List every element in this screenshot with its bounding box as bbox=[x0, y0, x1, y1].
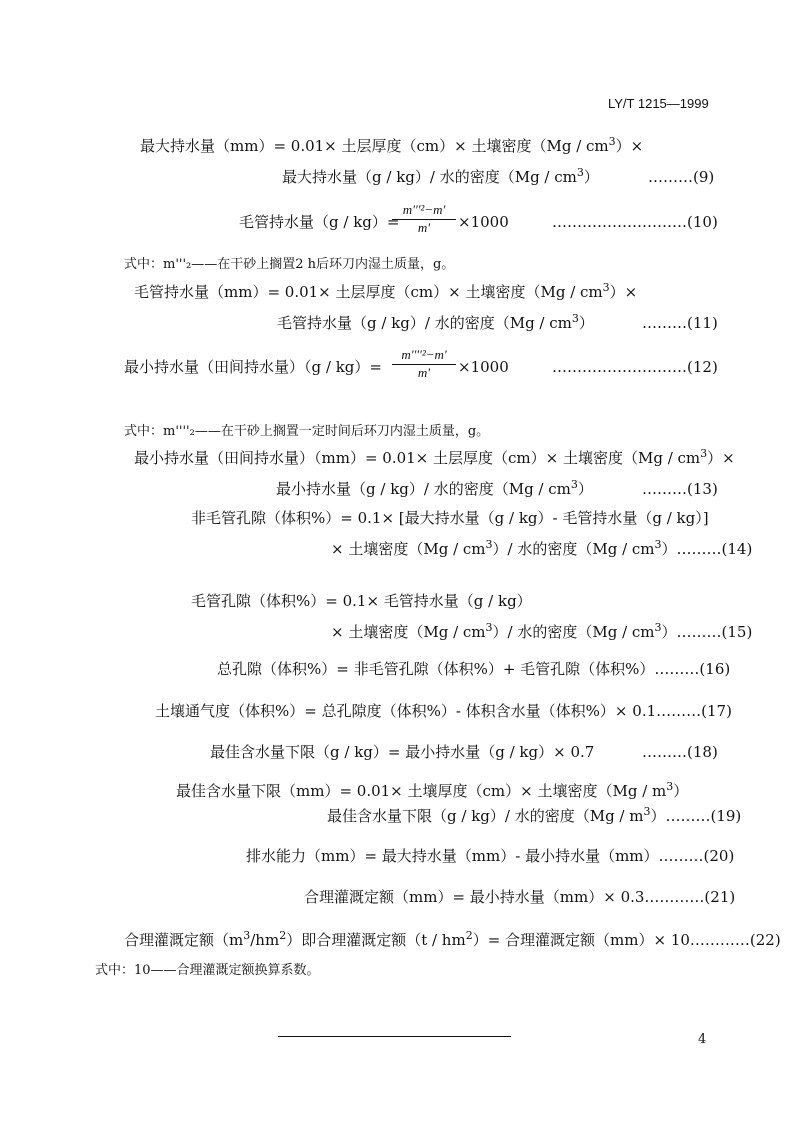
equation-9-text: 最大持水量（mm）= 0.01× 土层厚度（cm）× 土壤密度（Mg / cm bbox=[140, 137, 609, 155]
equation-12-right: ×1000 bbox=[458, 358, 509, 376]
equation-13-number: ………(13) bbox=[642, 480, 718, 498]
equation-13-line-1 bbox=[134, 449, 735, 469]
equation-10-left: 毛管持水量（g / kg）= bbox=[239, 213, 400, 231]
equation-9-text: ）× bbox=[615, 137, 644, 155]
standard-code: LY/T 1215—1999 bbox=[608, 96, 709, 111]
equation-19-line-2 bbox=[327, 807, 741, 827]
equation-18: 最佳含水量下限（g / kg）= 最小持水量（g / kg）× 0.7 bbox=[210, 743, 595, 761]
equation-14-line-2 bbox=[331, 540, 752, 560]
superscript: 3 bbox=[602, 281, 610, 294]
footer-rule bbox=[278, 1036, 511, 1037]
equation-12-note: 式中：m''''₂——在干砂上搁置一定时间后环刀内湿土质量，g。 bbox=[124, 424, 490, 439]
equation-15-text: × 土壤密度（Mg / cm bbox=[331, 623, 486, 641]
equation-11-text: ） bbox=[578, 314, 594, 332]
equation-22 bbox=[124, 931, 781, 951]
equation-22-note: 式中：10——合理灌溉定额换算系数。 bbox=[95, 963, 320, 978]
equation-9-number: ………(9) bbox=[648, 168, 715, 186]
equation-11-number: ………(11) bbox=[642, 314, 718, 332]
equation-19-text: ） bbox=[673, 782, 689, 800]
superscript: 2 bbox=[279, 929, 287, 942]
equation-10-fraction bbox=[392, 202, 456, 236]
equation-11-text: ）× bbox=[609, 283, 638, 301]
equation-13-text: 最小持水量（田间持水量）（mm）= 0.01× 土层厚度（cm）× 土壤密度（Mg / cm bbox=[134, 449, 701, 467]
superscript: 3 bbox=[654, 538, 662, 551]
superscript: 3 bbox=[666, 780, 674, 793]
equation-22-text: 合理灌溉定额（m bbox=[124, 931, 244, 949]
superscript: 3 bbox=[700, 447, 708, 460]
fraction-numerator: m''''²−m' bbox=[392, 347, 456, 365]
superscript: 3 bbox=[570, 478, 578, 491]
equation-11-text: 毛管持水量（mm）= 0.01× 土层厚度（cm）× 土壤密度（Mg / cm bbox=[134, 283, 603, 301]
equation-15-line-1: 毛管孔隙（体积%）= 0.1× 毛管持水量（g / kg） bbox=[191, 592, 532, 610]
superscript: 3 bbox=[576, 166, 584, 179]
equation-22-text: /hm bbox=[250, 931, 280, 949]
equation-12-number: ………………………(12) bbox=[552, 358, 718, 376]
equation-14-text: × 土壤密度（Mg / cm bbox=[331, 540, 486, 558]
equation-11-line-2 bbox=[277, 314, 594, 334]
equation-22-text: ）即合理灌溉定额（t / hm bbox=[286, 931, 466, 949]
equation-13-text: ） bbox=[577, 480, 593, 498]
superscript: 3 bbox=[485, 538, 493, 551]
equation-19-text: 最佳含水量下限（g / kg）/ 水的密度（Mg / m bbox=[327, 807, 644, 825]
fraction-denominator: m' bbox=[417, 365, 431, 380]
equation-19-text: ）………(19) bbox=[650, 807, 742, 825]
page-number: 4 bbox=[698, 1032, 707, 1047]
equation-21: 合理灌溉定额（mm）= 最小持水量（mm）× 0.3…………(21) bbox=[304, 888, 736, 906]
equation-10-right: ×1000 bbox=[458, 213, 509, 231]
equation-18-number: ………(18) bbox=[642, 743, 718, 761]
equation-14-line-1: 非毛管孔隙（体积%）= 0.1× [最大持水量（g / kg）- 毛管持水量（g / kg）] bbox=[191, 509, 709, 527]
superscript: 3 bbox=[485, 621, 493, 634]
equation-15-line-2 bbox=[331, 623, 752, 643]
equation-10-number: ………………………(10) bbox=[552, 213, 718, 231]
equation-9-text: 最大持水量（g / kg）/ 水的密度（Mg / cm bbox=[282, 168, 577, 186]
equation-13-line-2 bbox=[276, 480, 593, 500]
equation-10-note: 式中：m'''₂——在干砂上搁置2 h后环刀内湿土质量，g。 bbox=[124, 257, 455, 272]
equation-12-fraction bbox=[392, 347, 456, 381]
equation-14-text: ）/ 水的密度（Mg / cm bbox=[492, 540, 655, 558]
superscript: 3 bbox=[571, 312, 579, 325]
equation-17: 土壤通气度（体积%）= 总孔隙度（体积%）- 体积含水量（体积%）× 0.1………(17) bbox=[155, 702, 732, 720]
equation-11-line-1 bbox=[134, 283, 637, 303]
superscript: 3 bbox=[243, 929, 251, 942]
equation-9-line-2 bbox=[282, 168, 599, 188]
superscript: 3 bbox=[654, 621, 662, 634]
fraction-numerator: m'''²−m' bbox=[392, 202, 456, 220]
equation-14-text: ）………(14) bbox=[661, 540, 753, 558]
equation-15-text: ）/ 水的密度（Mg / cm bbox=[492, 623, 655, 641]
equation-12-left: 最小持水量（田间持水量）（g / kg）= bbox=[124, 358, 382, 376]
equation-11-text: 毛管持水量（g / kg）/ 水的密度（Mg / cm bbox=[277, 314, 572, 332]
equation-13-text: 最小持水量（g / kg）/ 水的密度（Mg / cm bbox=[276, 480, 571, 498]
equation-22-text: ）= 合理灌溉定额（mm）× 10…………(22) bbox=[472, 931, 781, 949]
equation-16: 总孔隙（体积%）= 非毛管孔隙（体积%）+ 毛管孔隙（体积%）………(16) bbox=[217, 660, 731, 678]
equation-15-text: ）………(15) bbox=[661, 623, 753, 641]
equation-9-text: ） bbox=[583, 168, 599, 186]
equation-13-text: ）× bbox=[707, 449, 735, 467]
equation-9-line-1 bbox=[140, 137, 643, 157]
superscript: 3 bbox=[608, 135, 616, 148]
fraction-denominator: m' bbox=[417, 220, 431, 235]
equation-20: 排水能力（mm）= 最大持水量（mm）- 最小持水量（mm）………(20) bbox=[246, 847, 735, 865]
superscript: 3 bbox=[643, 805, 651, 818]
superscript: 2 bbox=[465, 929, 473, 942]
equation-19-line-1 bbox=[176, 782, 688, 802]
equation-19-text: 最佳含水量下限（mm）= 0.01× 土壤厚度（cm）× 土壤密度（Mg / m bbox=[176, 782, 667, 800]
